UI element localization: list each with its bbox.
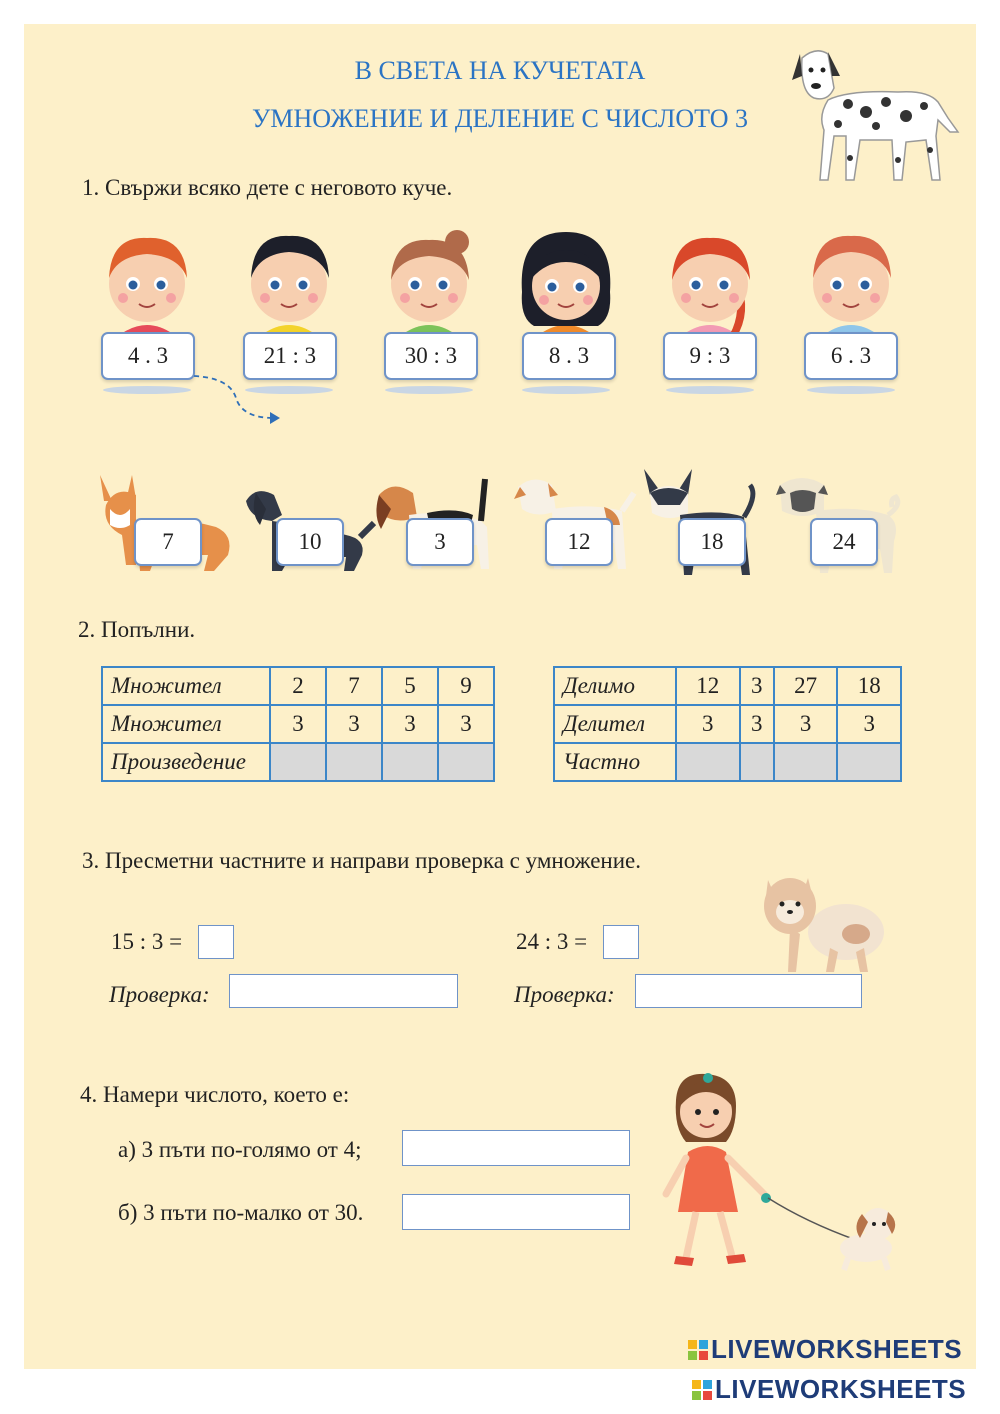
factor-cell: 7 [326, 667, 382, 705]
division-table [553, 666, 902, 782]
quotient-input[interactable] [740, 743, 774, 781]
dog-6-number[interactable]: 24 [810, 518, 878, 566]
dividend-cell: 3 [740, 667, 774, 705]
task4-heading: 4. Намери числото, което е: [80, 1082, 350, 1107]
factor-cell: 3 [382, 705, 438, 743]
divisor-cell: 3 [740, 705, 774, 743]
factor-label: Множител [102, 705, 270, 743]
dalmatian-illustration [788, 40, 968, 188]
divisor-label: Делител [554, 705, 676, 743]
task4-b-input[interactable] [402, 1194, 630, 1230]
liveworksheets-logo-icon [688, 1340, 708, 1360]
liveworksheets-text: LIVEWORKSHEETS [711, 1334, 963, 1364]
liveworksheets-logo-inner [688, 1334, 962, 1365]
divisor-cell: 3 [774, 705, 838, 743]
equation-1-answer-input[interactable] [198, 925, 234, 959]
factor-cell: 3 [270, 705, 326, 743]
liveworksheets-logo-outer [692, 1374, 966, 1405]
check-1-input[interactable] [229, 974, 458, 1008]
factor-cell: 2 [270, 667, 326, 705]
multiplication-table [101, 666, 495, 782]
task1-heading: 1. Свържи всяко дете с неговото куче. [82, 175, 453, 200]
task4-b-text: б) 3 пъти по-малко от 30. [118, 1200, 364, 1225]
product-input[interactable] [438, 743, 494, 781]
kid-1-expression[interactable]: 4 . 3 [101, 332, 195, 380]
dog-1-number[interactable]: 7 [134, 518, 202, 566]
quotient-input[interactable] [774, 743, 838, 781]
product-input[interactable] [382, 743, 438, 781]
divisor-cell: 3 [837, 705, 901, 743]
kid-6-expression[interactable]: 6 . 3 [804, 332, 898, 380]
kid-5-expression[interactable]: 9 : 3 [663, 332, 757, 380]
liveworksheets-logo-icon [692, 1380, 712, 1400]
factor-cell: 3 [438, 705, 494, 743]
factor-cell: 9 [438, 667, 494, 705]
divisor-cell: 3 [676, 705, 740, 743]
equation-2: 24 : 3 = [516, 929, 588, 954]
check-label-2: Проверка: [514, 982, 615, 1007]
liveworksheets-text: LIVEWORKSHEETS [715, 1374, 967, 1404]
dog-3-number[interactable]: 3 [406, 518, 474, 566]
dividend-cell: 27 [774, 667, 838, 705]
dividend-label: Делимо [554, 667, 676, 705]
dividend-cell: 12 [676, 667, 740, 705]
dog-4-number[interactable]: 12 [545, 518, 613, 566]
quotient-input[interactable] [676, 743, 740, 781]
task4-a-text: а) 3 пъти по-голямо от 4; [118, 1137, 362, 1162]
task3-heading: 3. Пресметни частните и направи проверка с умножение. [82, 848, 641, 873]
factor-label: Множител [102, 667, 270, 705]
task4-a-input[interactable] [402, 1130, 630, 1166]
product-label: Произведение [102, 743, 270, 781]
pomeranian-illustration [760, 868, 890, 980]
equation-1: 15 : 3 = [111, 929, 183, 954]
example-arrow [190, 372, 290, 428]
kid-3-expression[interactable]: 30 : 3 [384, 332, 478, 380]
dog-5-number[interactable]: 18 [678, 518, 746, 566]
quotient-input[interactable] [837, 743, 901, 781]
kid-4-expression[interactable]: 8 . 3 [522, 332, 616, 380]
kid-2-expression[interactable]: 21 : 3 [243, 332, 337, 380]
equation-2-answer-input[interactable] [603, 925, 639, 959]
page-subtitle: УМНОЖЕНИЕ И ДЕЛЕНИЕ С ЧИСЛОТО 3 [252, 104, 748, 133]
product-input[interactable] [326, 743, 382, 781]
product-input[interactable] [270, 743, 326, 781]
dividend-cell: 18 [837, 667, 901, 705]
task2-heading: 2. Попълни. [78, 617, 196, 642]
factor-cell: 3 [326, 705, 382, 743]
factor-cell: 5 [382, 667, 438, 705]
quotient-label: Частно [554, 743, 676, 781]
page-title: В СВЕТА НА КУЧЕТАТА [354, 56, 646, 85]
girl-walking-dog-illustration [656, 1072, 906, 1274]
check-label-1: Проверка: [109, 982, 210, 1007]
dog-2-number[interactable]: 10 [276, 518, 344, 566]
